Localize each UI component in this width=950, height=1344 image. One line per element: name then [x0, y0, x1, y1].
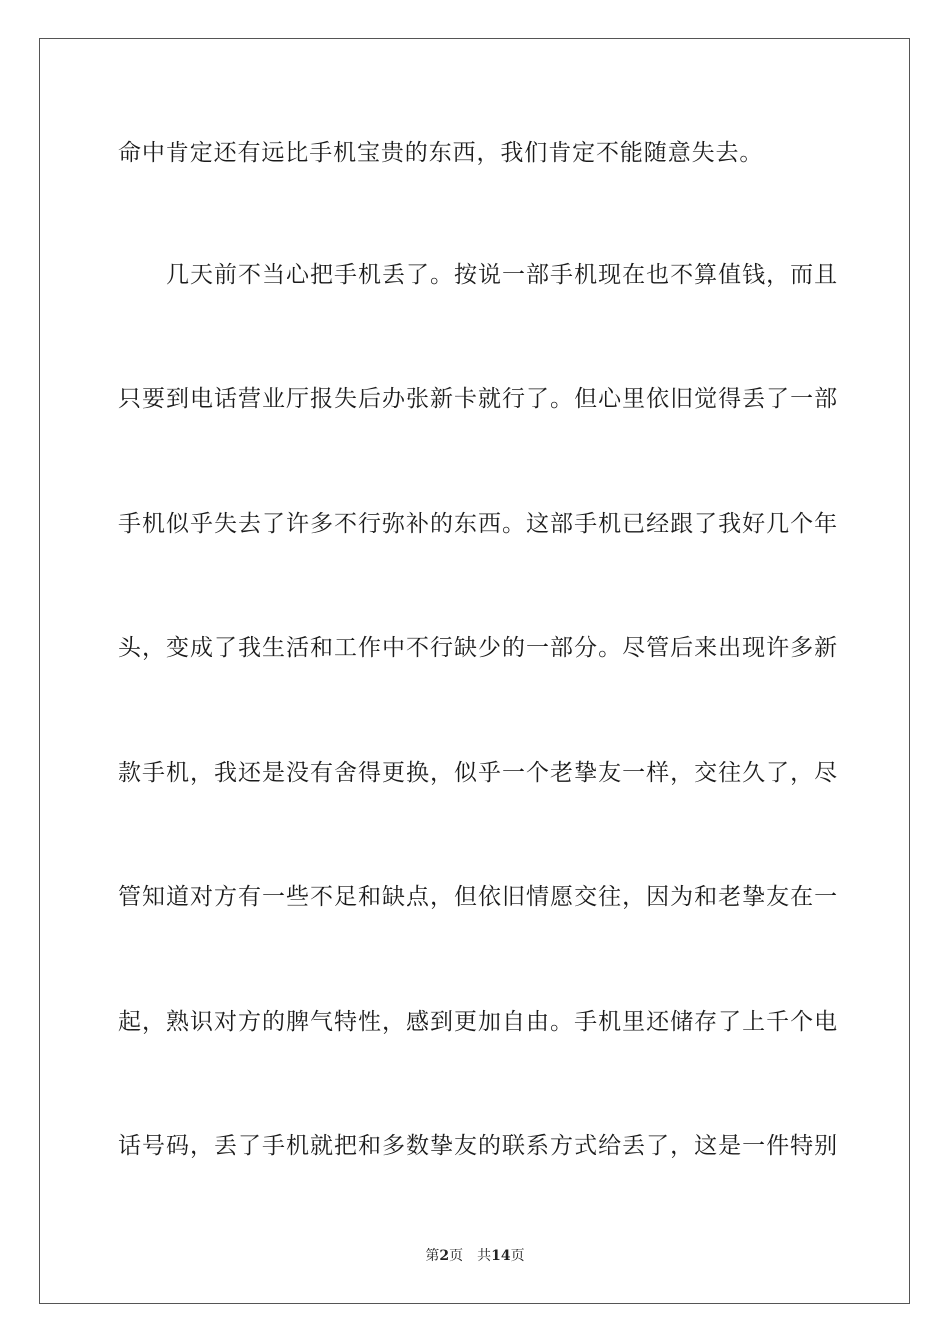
- text-line-3: 只要到电话营业厅报失后办张新卡就行了。但心里依旧觉得丢了一部: [118, 386, 838, 412]
- text-line-2: 几天前不当心把手机丢了。按说一部手机现在也不算值钱，而且: [118, 262, 838, 288]
- page-prefix: 第: [425, 1248, 440, 1264]
- text-line-8: 起，熟识对方的脾气特性，感到更加自由。手机里还储存了上千个电: [118, 1009, 838, 1035]
- total-suffix: 页: [510, 1248, 525, 1264]
- page-suffix: 页: [449, 1248, 464, 1264]
- text-line-4: 手机似乎失去了许多不行弥补的东西。这部手机已经跟了我好几个年: [118, 511, 838, 537]
- page-current: 2: [439, 1248, 450, 1264]
- page-total: 14: [491, 1248, 511, 1264]
- text-line-9: 话号码，丢了手机就把和多数挚友的联系方式给丢了，这是一件特别: [118, 1133, 838, 1159]
- text-line-5: 头，变成了我生活和工作中不行缺少的一部分。尽管后来出现许多新: [118, 635, 838, 661]
- total-prefix: 共: [477, 1248, 492, 1264]
- page-border: [39, 38, 910, 1304]
- text-line-7: 管知道对方有一些不足和缺点，但依旧情愿交往，因为和老挚友在一: [118, 884, 838, 910]
- page-footer: [0, 1247, 950, 1265]
- text-line-6: 款手机，我还是没有舍得更换，似乎一个老挚友一样，交往久了，尽: [118, 760, 838, 786]
- text-line-1: 命中肯定还有远比手机宝贵的东西，我们肯定不能随意失去。: [118, 140, 764, 166]
